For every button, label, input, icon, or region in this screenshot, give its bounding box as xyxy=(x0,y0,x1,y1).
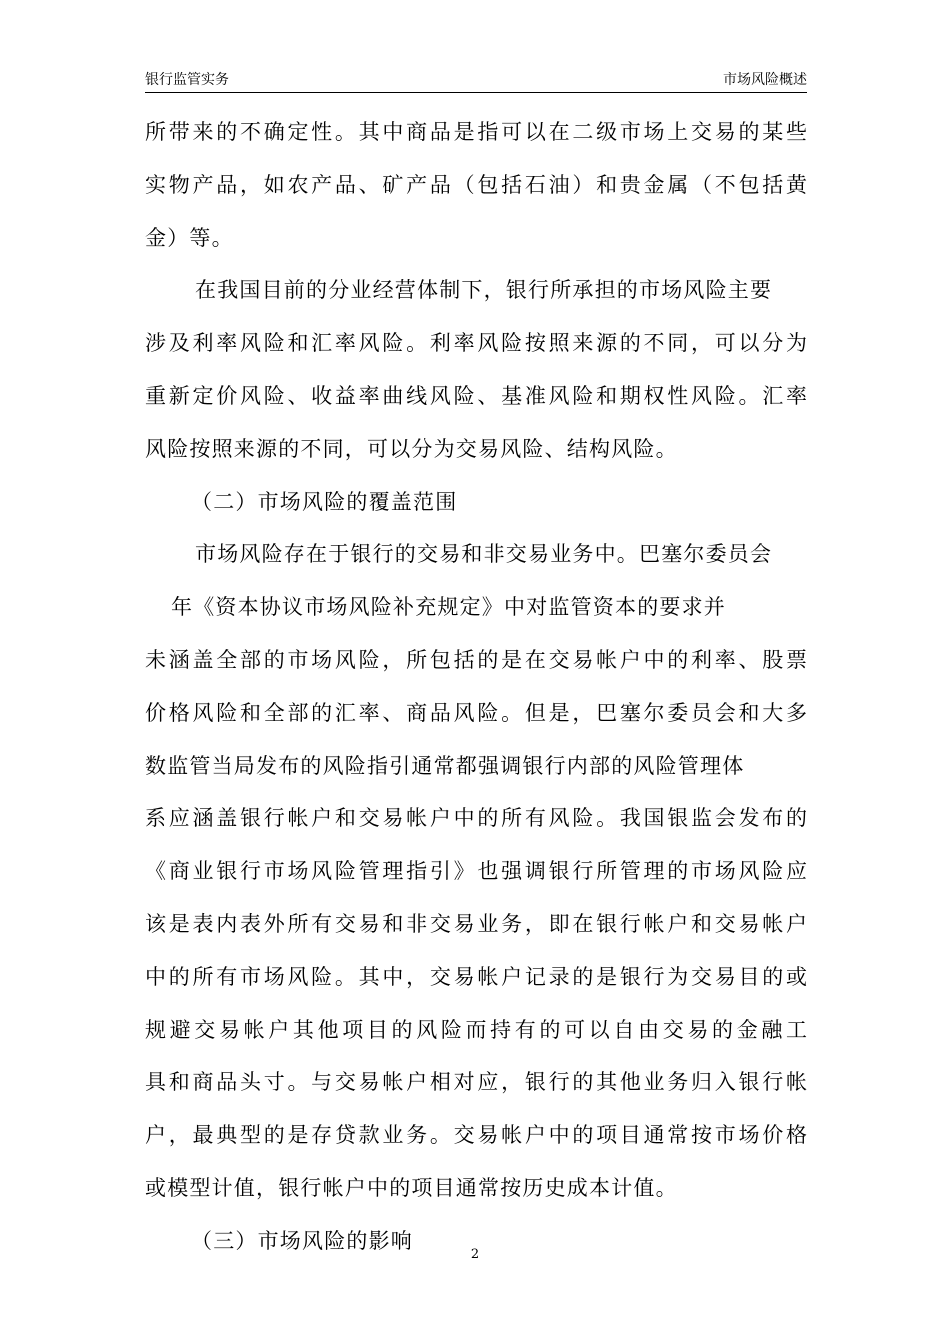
text-line: 重新定价风险、收益率曲线风险、基准风险和期权性风险。汇率 xyxy=(145,384,807,408)
header-chapter-title: 市场风险概述 xyxy=(723,72,807,88)
section-heading: （三）市场风险的影响 xyxy=(191,1229,413,1253)
text-line: 该是表内表外所有交易和非交易业务，即在银行帐户和交易帐户 xyxy=(145,912,807,936)
text-line: 实物产品，如农产品、矿产品（包括石油）和贵金属（不包括黄 xyxy=(145,173,807,197)
text-line: 《商业银行市场风险管理指引》也强调银行所管理的市场风险应 xyxy=(145,859,807,883)
text-line: 所带来的不确定性。其中商品是指可以在二级市场上交易的某些 xyxy=(145,120,807,144)
text-line: 金）等。 xyxy=(145,226,234,250)
text-line: 涉及利率风险和汇率风险。利率风险按照来源的不同，可以分为 xyxy=(145,331,807,355)
paragraph-first-line: 在我国目前的分业经营体制下，银行所承担的市场风险主要 xyxy=(195,278,773,302)
text-line: 价格风险和全部的汇率、商品风险。但是，巴塞尔委员会和大多 xyxy=(145,701,807,725)
page-header xyxy=(145,68,807,93)
header-book-title: 银行监管实务 xyxy=(145,72,229,88)
text-line: 中的所有市场风险。其中，交易帐户记录的是银行为交易目的或 xyxy=(145,965,807,989)
text-line: 未涵盖全部的市场风险，所包括的是在交易帐户中的利率、股票 xyxy=(145,648,807,672)
text-line: 年《资本协议市场风险补充规定》中对监管资本的要求并 xyxy=(171,595,726,619)
text-line: 规避交易帐户其他项目的风险而持有的可以自由交易的金融工 xyxy=(145,1018,807,1042)
section-heading: （二）市场风险的覆盖范围 xyxy=(191,490,458,514)
text-line: 系应涵盖银行帐户和交易帐户中的所有风险。我国银监会发布的 xyxy=(145,806,807,830)
text-line: 风险按照来源的不同，可以分为交易风险、结构风险。 xyxy=(145,437,678,461)
text-line: 具和商品头寸。与交易帐户相对应，银行的其他业务归入银行帐 xyxy=(145,1070,807,1094)
page-number: 2 xyxy=(470,1247,480,1262)
text-line: 数监管当局发布的风险指引通常都强调银行内部的风险管理体 xyxy=(145,754,745,778)
paragraph-first-line: 市场风险存在于银行的交易和非交易业务中。巴塞尔委员会 xyxy=(195,542,773,566)
text-line: 户，最典型的是存贷款业务。交易帐户中的项目通常按市场价格 xyxy=(145,1123,807,1147)
text-line: 或模型计值，银行帐户中的项目通常按历史成本计值。 xyxy=(145,1176,678,1200)
